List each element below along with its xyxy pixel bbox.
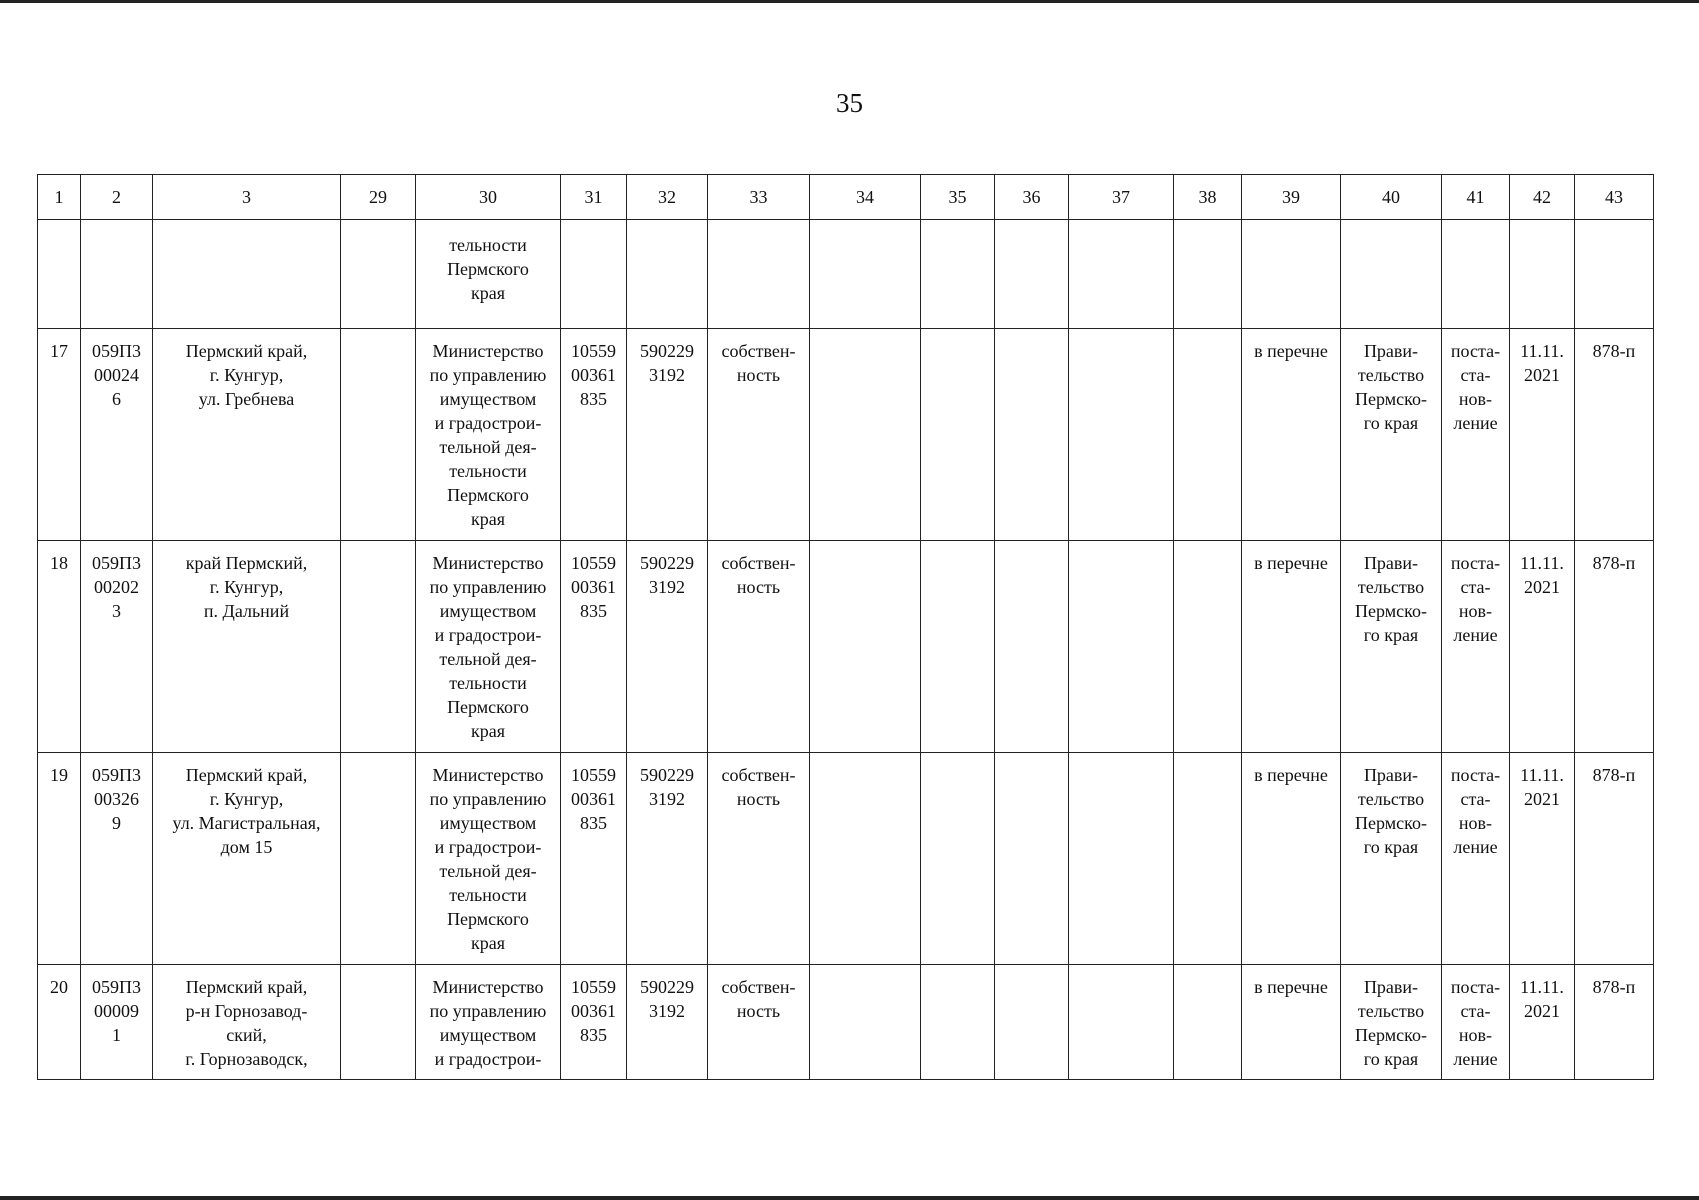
header-cell: 43 bbox=[1575, 175, 1654, 220]
page-number: 35 bbox=[836, 88, 863, 118]
cell-line: 590229 bbox=[640, 553, 694, 573]
empty-cell bbox=[921, 965, 995, 1080]
cell-line: 2021 bbox=[1524, 1001, 1560, 1021]
cell-line: п. Дальний bbox=[203, 601, 290, 621]
cell-line: и градострои- bbox=[434, 1049, 542, 1069]
cell-act-number: 878-п bbox=[1575, 329, 1654, 541]
cell-line: 835 bbox=[580, 389, 607, 409]
empty-cell bbox=[1069, 541, 1174, 753]
cell-line: 00361 bbox=[571, 789, 616, 809]
cell-line: 3 bbox=[112, 601, 121, 621]
register-table bbox=[37, 174, 1654, 1080]
cell-line: 2021 bbox=[1524, 577, 1560, 597]
cell-holder bbox=[416, 541, 561, 753]
empty-cell bbox=[921, 541, 995, 753]
cell-line: ность bbox=[736, 577, 781, 597]
cell-address bbox=[153, 541, 341, 753]
cell-inn bbox=[627, 329, 708, 541]
empty-cell bbox=[1442, 220, 1510, 329]
empty-cell bbox=[810, 220, 921, 329]
empty-cell bbox=[995, 965, 1069, 1080]
cell-line: 835 bbox=[580, 1025, 607, 1045]
header-cell: 38 bbox=[1174, 175, 1242, 220]
cell-line: 00326 bbox=[94, 789, 139, 809]
cell-line: 059П3 bbox=[92, 765, 141, 785]
cell-line: Пермско- bbox=[1355, 813, 1427, 833]
cell-line: Пермско- bbox=[1355, 601, 1427, 621]
empty-cell bbox=[341, 220, 416, 329]
table-row bbox=[38, 965, 1654, 1080]
table-row bbox=[38, 753, 1654, 965]
cell-line: собствен- bbox=[721, 341, 796, 361]
cell-ogrn bbox=[561, 541, 627, 753]
cell-line: тельство bbox=[1357, 577, 1425, 597]
empty-cell bbox=[921, 753, 995, 965]
cell-line: ление bbox=[1453, 625, 1498, 645]
empty-cell bbox=[1069, 753, 1174, 965]
cell-authority bbox=[1341, 329, 1442, 541]
cell-line: края bbox=[470, 721, 505, 741]
cell-list-status: в перечне bbox=[1242, 541, 1341, 753]
cell-list-status: в перечне bbox=[1242, 965, 1341, 1080]
cell-line: по управлению bbox=[429, 1001, 547, 1021]
empty-cell bbox=[708, 220, 810, 329]
empty-cell bbox=[341, 541, 416, 753]
cell-ogrn bbox=[561, 753, 627, 965]
cell-line: 059П3 bbox=[92, 341, 141, 361]
cell-inn bbox=[627, 541, 708, 753]
cell-line: по управлению bbox=[429, 577, 547, 597]
cell-line: Прави- bbox=[1363, 553, 1419, 573]
cell-line: Прави- bbox=[1363, 765, 1419, 785]
cell-line: тельной дея- bbox=[439, 861, 537, 881]
cell-line: ста- bbox=[1460, 789, 1491, 809]
cell-line: г. Кунгур, bbox=[209, 577, 284, 597]
cell-line: 11.11. bbox=[1520, 977, 1564, 997]
empty-cell bbox=[810, 329, 921, 541]
cell-address bbox=[153, 753, 341, 965]
cell-line: 590229 bbox=[640, 765, 694, 785]
cell-registry-code bbox=[81, 541, 153, 753]
cell-holder bbox=[416, 329, 561, 541]
cell-line: го края bbox=[1363, 837, 1419, 857]
cell-line: 11.11. bbox=[1520, 765, 1564, 785]
cell-line: край Пермский, bbox=[185, 553, 308, 573]
cell-line: ул. Магистральная, bbox=[172, 813, 321, 833]
header-cell: 34 bbox=[810, 175, 921, 220]
empty-cell bbox=[995, 220, 1069, 329]
empty-cell bbox=[1174, 329, 1242, 541]
empty-cell bbox=[995, 753, 1069, 965]
cell-authority bbox=[1341, 541, 1442, 753]
cell-line: нов- bbox=[1458, 601, 1493, 621]
cell-line: г. Кунгур, bbox=[209, 365, 284, 385]
cell-line: тельство bbox=[1357, 789, 1425, 809]
cell-line: ление bbox=[1453, 413, 1498, 433]
cell-act-type bbox=[1442, 541, 1510, 753]
cell-line: поста- bbox=[1450, 341, 1501, 361]
cell-act-date bbox=[1510, 329, 1575, 541]
table-row bbox=[38, 329, 1654, 541]
cell-line: 10559 bbox=[571, 341, 616, 361]
header-cell: 33 bbox=[708, 175, 810, 220]
header-cell: 29 bbox=[341, 175, 416, 220]
header-cell: 42 bbox=[1510, 175, 1575, 220]
empty-cell bbox=[1510, 220, 1575, 329]
cell-row-number: 19 bbox=[38, 753, 81, 965]
cell-line: 9 bbox=[112, 813, 121, 833]
cell-line: дом 15 bbox=[220, 837, 273, 857]
cell-act-number: 878-п bbox=[1575, 965, 1654, 1080]
cell-inn bbox=[627, 753, 708, 965]
cell-line: края bbox=[470, 283, 505, 303]
header-cell: 39 bbox=[1242, 175, 1341, 220]
cell-right-type bbox=[708, 753, 810, 965]
cell-line: 00202 bbox=[94, 577, 139, 597]
empty-cell bbox=[1069, 220, 1174, 329]
cell-line: р-н Горнозавод- bbox=[185, 1001, 308, 1021]
cell-act-type bbox=[1442, 329, 1510, 541]
cell-right-type bbox=[708, 541, 810, 753]
header-cell: 3 bbox=[153, 175, 341, 220]
empty-cell bbox=[995, 329, 1069, 541]
empty-cell bbox=[38, 220, 81, 329]
cell-line: 6 bbox=[112, 389, 121, 409]
cell-line: Пермский край, bbox=[185, 977, 308, 997]
cell-line: 835 bbox=[580, 813, 607, 833]
cell-line: ста- bbox=[1460, 365, 1491, 385]
cell-line: и градострои- bbox=[434, 837, 542, 857]
header-row bbox=[38, 175, 1654, 220]
cell-right-type bbox=[708, 329, 810, 541]
cell-line: го края bbox=[1363, 1049, 1419, 1069]
cell-line: ул. Гребнева bbox=[198, 389, 295, 409]
cell-line: 10559 bbox=[571, 977, 616, 997]
empty-cell bbox=[341, 753, 416, 965]
header-cell: 37 bbox=[1069, 175, 1174, 220]
cell-line: по управлению bbox=[429, 365, 547, 385]
cell-line: имуществом bbox=[439, 601, 537, 621]
cell-line: 590229 bbox=[640, 977, 694, 997]
cell-line: 10559 bbox=[571, 553, 616, 573]
cell-line: тельной дея- bbox=[439, 649, 537, 669]
cell-line: 3192 bbox=[649, 789, 685, 809]
cell-line: 3192 bbox=[649, 577, 685, 597]
cell-line: по управлению bbox=[429, 789, 547, 809]
scan-edge-bottom bbox=[0, 1196, 1699, 1200]
cell-act-type bbox=[1442, 965, 1510, 1080]
cell-line: Прави- bbox=[1363, 341, 1419, 361]
cell-line: 3192 bbox=[649, 1001, 685, 1021]
cell-line: собствен- bbox=[721, 553, 796, 573]
cell-list-status: в перечне bbox=[1242, 753, 1341, 965]
cell-registry-code bbox=[81, 965, 153, 1080]
cell-act-date bbox=[1510, 965, 1575, 1080]
cell-line: 00361 bbox=[571, 1001, 616, 1021]
cell-holder bbox=[416, 753, 561, 965]
cell-right-type bbox=[708, 965, 810, 1080]
empty-cell bbox=[995, 541, 1069, 753]
header-cell: 2 bbox=[81, 175, 153, 220]
cell-line: Пермский край, bbox=[185, 341, 308, 361]
empty-cell bbox=[1174, 220, 1242, 329]
cell-line: ста- bbox=[1460, 577, 1491, 597]
empty-cell bbox=[1174, 753, 1242, 965]
cell-line: края bbox=[470, 509, 505, 529]
cell-line: имуществом bbox=[439, 1025, 537, 1045]
cell-line: Пермско- bbox=[1355, 1025, 1427, 1045]
empty-cell bbox=[1341, 220, 1442, 329]
cell-row-number: 20 bbox=[38, 965, 81, 1080]
cell-line: 11.11. bbox=[1520, 553, 1564, 573]
cell-line: ский, bbox=[226, 1025, 267, 1045]
cell-line: ста- bbox=[1460, 1001, 1491, 1021]
cell-line: 00361 bbox=[571, 577, 616, 597]
cell-holder-continued bbox=[416, 220, 561, 329]
cell-act-number: 878-п bbox=[1575, 753, 1654, 965]
cell-line: 059П3 bbox=[92, 977, 141, 997]
cell-act-number: 878-п bbox=[1575, 541, 1654, 753]
empty-cell bbox=[921, 220, 995, 329]
empty-cell bbox=[810, 541, 921, 753]
cell-address bbox=[153, 965, 341, 1080]
cell-line: имуществом bbox=[439, 389, 537, 409]
cell-line: Прави- bbox=[1363, 977, 1419, 997]
cell-ogrn bbox=[561, 965, 627, 1080]
cell-holder bbox=[416, 965, 561, 1080]
empty-cell bbox=[627, 220, 708, 329]
cell-line: го края bbox=[1363, 413, 1419, 433]
cell-line: 059П3 bbox=[92, 553, 141, 573]
header-cell: 32 bbox=[627, 175, 708, 220]
cell-line: нов- bbox=[1458, 813, 1493, 833]
cell-line: нов- bbox=[1458, 389, 1493, 409]
empty-cell bbox=[341, 965, 416, 1080]
cell-line: Пермского bbox=[447, 909, 529, 929]
cell-act-date bbox=[1510, 753, 1575, 965]
cell-line: и градострои- bbox=[434, 413, 542, 433]
cell-line: Пермско- bbox=[1355, 389, 1427, 409]
cell-line: тельство bbox=[1357, 1001, 1425, 1021]
cell-line: 10559 bbox=[571, 765, 616, 785]
cell-line: 3192 bbox=[649, 365, 685, 385]
cell-line: тельности bbox=[449, 673, 527, 693]
cell-line: ность bbox=[736, 365, 781, 385]
cell-address bbox=[153, 329, 341, 541]
continuation-row bbox=[38, 220, 1654, 329]
cell-line: ление bbox=[1453, 837, 1498, 857]
empty-cell bbox=[1069, 965, 1174, 1080]
empty-cell bbox=[1242, 220, 1341, 329]
header-cell: 35 bbox=[921, 175, 995, 220]
cell-line: ление bbox=[1453, 1049, 1498, 1069]
empty-cell bbox=[561, 220, 627, 329]
cell-line: тельности bbox=[449, 885, 527, 905]
scan-edge-top bbox=[0, 0, 1699, 3]
cell-line: ность bbox=[736, 1001, 781, 1021]
cell-line: Пермского bbox=[447, 697, 529, 717]
cell-row-number: 18 bbox=[38, 541, 81, 753]
header-cell: 41 bbox=[1442, 175, 1510, 220]
cell-line: поста- bbox=[1450, 977, 1501, 997]
empty-cell bbox=[810, 965, 921, 1080]
cell-line: го края bbox=[1363, 625, 1419, 645]
cell-line: ность bbox=[736, 789, 781, 809]
empty-cell bbox=[1575, 220, 1654, 329]
cell-line: собствен- bbox=[721, 765, 796, 785]
cell-line: нов- bbox=[1458, 1025, 1493, 1045]
cell-line: Пермский край, bbox=[185, 765, 308, 785]
cell-line: тельной дея- bbox=[439, 437, 537, 457]
cell-line: 2021 bbox=[1524, 789, 1560, 809]
empty-cell bbox=[921, 329, 995, 541]
header-cell: 30 bbox=[416, 175, 561, 220]
header-cell: 1 bbox=[38, 175, 81, 220]
empty-cell bbox=[1174, 541, 1242, 753]
empty-cell bbox=[81, 220, 153, 329]
table-row bbox=[38, 541, 1654, 753]
cell-line: тельности bbox=[449, 235, 527, 255]
cell-line: 00361 bbox=[571, 365, 616, 385]
empty-cell bbox=[341, 329, 416, 541]
cell-line: Министерство bbox=[432, 765, 544, 785]
cell-line: имуществом bbox=[439, 813, 537, 833]
cell-line: тельство bbox=[1357, 365, 1425, 385]
cell-line: г. Горнозаводск, bbox=[185, 1049, 308, 1069]
cell-line: Пермского bbox=[447, 485, 529, 505]
cell-line: края bbox=[470, 933, 505, 953]
cell-registry-code bbox=[81, 329, 153, 541]
cell-line: 590229 bbox=[640, 341, 694, 361]
cell-line: собствен- bbox=[721, 977, 796, 997]
cell-line: и градострои- bbox=[434, 625, 542, 645]
cell-line: 00024 bbox=[94, 365, 139, 385]
cell-line: 2021 bbox=[1524, 365, 1560, 385]
cell-line: г. Кунгур, bbox=[209, 789, 284, 809]
cell-authority bbox=[1341, 753, 1442, 965]
empty-cell bbox=[1069, 329, 1174, 541]
cell-line: Министерство bbox=[432, 341, 544, 361]
cell-line: тельности bbox=[449, 461, 527, 481]
cell-line: 1 bbox=[112, 1025, 121, 1045]
cell-row-number: 17 bbox=[38, 329, 81, 541]
cell-ogrn bbox=[561, 329, 627, 541]
cell-line: Министерство bbox=[432, 553, 544, 573]
empty-cell bbox=[153, 220, 341, 329]
cell-line: поста- bbox=[1450, 553, 1501, 573]
cell-registry-code bbox=[81, 753, 153, 965]
cell-inn bbox=[627, 965, 708, 1080]
header-cell: 31 bbox=[561, 175, 627, 220]
cell-line: поста- bbox=[1450, 765, 1501, 785]
cell-line: 835 bbox=[580, 601, 607, 621]
cell-act-date bbox=[1510, 541, 1575, 753]
empty-cell bbox=[810, 753, 921, 965]
header-cell: 40 bbox=[1341, 175, 1442, 220]
cell-line: 11.11. bbox=[1520, 341, 1564, 361]
cell-line: Пермского bbox=[447, 259, 529, 279]
cell-authority bbox=[1341, 965, 1442, 1080]
cell-line: Министерство bbox=[432, 977, 544, 997]
cell-list-status: в перечне bbox=[1242, 329, 1341, 541]
cell-line: 00009 bbox=[94, 1001, 139, 1021]
cell-act-type bbox=[1442, 753, 1510, 965]
empty-cell bbox=[1174, 965, 1242, 1080]
header-cell: 36 bbox=[995, 175, 1069, 220]
